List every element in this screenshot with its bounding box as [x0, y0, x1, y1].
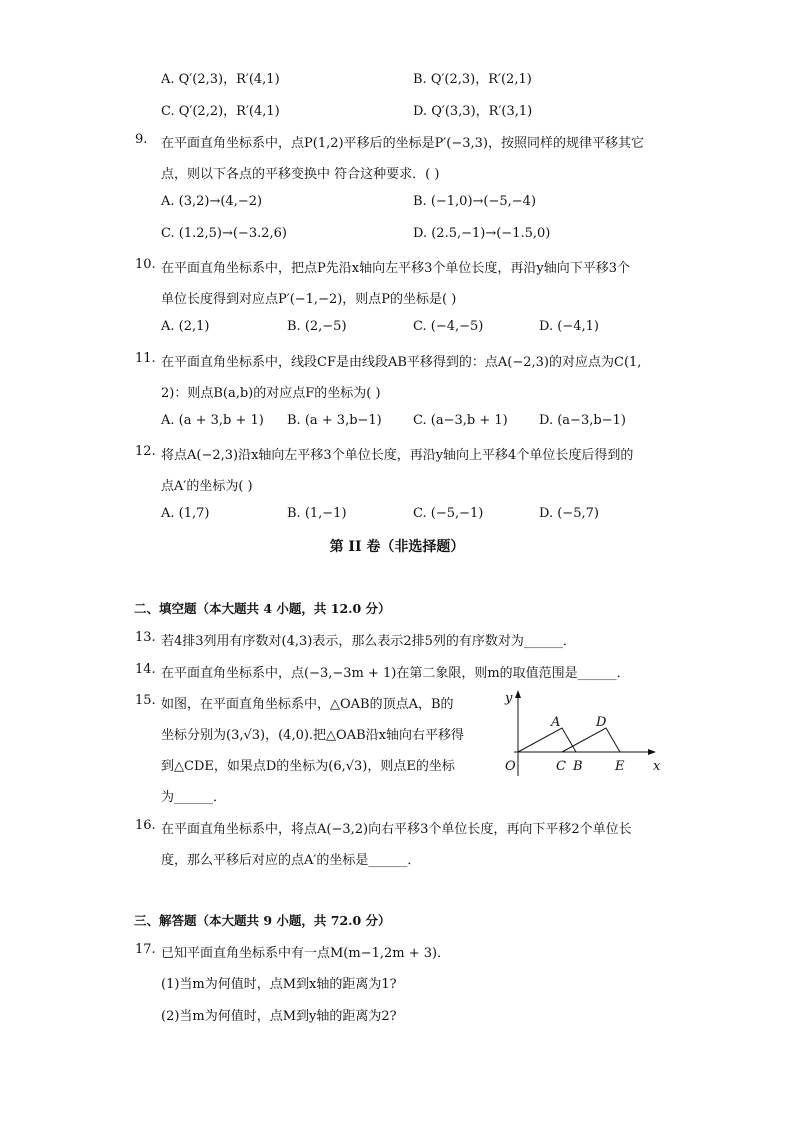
q17-sub2: (2)当m为何值时，点M到y轴的距离为2?: [161, 1009, 397, 1024]
label-e: E: [615, 759, 625, 774]
q10-number: 10.: [135, 257, 156, 272]
q16-text-line1: 在平面直角坐标系中，将点A(−3,2)向右平移3个单位长度，再向下平移2个单位长: [161, 822, 632, 837]
q17-sub1: (1)当m为何值时，点M到x轴的距离为1?: [161, 977, 397, 992]
q9-text-line1: 在平面直角坐标系中，点P(1,2)平移后的坐标是P′(−3,3)，按照同样的规律平移其它: [161, 136, 644, 151]
q11-text-line1: 在平面直角坐标系中，线段CF是由线段AB平移得到的：点A(−2,3)的对应点为C(1,: [161, 355, 642, 370]
q11-option-d: D. (a−3,b−1): [539, 413, 626, 428]
q15-text-line2: 坐标分别为(3,√3)，(4,0).把△OAB沿x轴向右平移得: [161, 728, 464, 743]
q11-option-a: A. (a + 3,b + 1): [161, 413, 264, 428]
label-x: x: [653, 759, 661, 774]
triangle-cde: [562, 728, 620, 752]
part2-title: 第 II 卷（非选择题）: [329, 539, 465, 555]
q11-option-b: B. (a + 3,b−1): [287, 413, 382, 428]
q9-option-a: A. (3,2)→(4,−2): [161, 194, 263, 209]
q15-number: 15.: [135, 693, 156, 708]
q9-number: 9.: [135, 132, 148, 147]
section3-title: 三、解答题（本大题共 9 小题，共 72.0 分）: [134, 913, 391, 928]
y-axis-arrow: [515, 690, 521, 698]
q14-text: 在平面直角坐标系中，点(−3,−3m + 1)在第二象限，则m的取值范围是______．: [161, 666, 630, 681]
q9-option-b: B. (−1,0)→(−5,−4): [413, 194, 537, 209]
q15-text-line4: 为______．: [161, 790, 227, 805]
q9-text-line2: 点，则以下各点的平移变换中 符合这种要求．( ): [161, 167, 440, 182]
q11-number: 11.: [135, 351, 156, 366]
q10-option-b: B. (2,−5): [287, 319, 347, 334]
q8-option-d: D. Q′(3,3)，R′(3,1): [413, 104, 533, 119]
q15-figure: [496, 686, 666, 778]
label-d: D: [596, 715, 607, 730]
q12-option-c: C. (−5,−1): [413, 506, 484, 521]
label-a: A: [551, 715, 561, 730]
label-c: C: [556, 759, 566, 774]
q15-text-line3: 到△CDE，如果点D的坐标为(6,√3)，则点E的坐标: [161, 759, 455, 774]
q12-text-line2: 点A′的坐标为( ): [161, 479, 253, 494]
label-b: B: [573, 759, 583, 774]
q10-option-c: C. (−4,−5): [413, 319, 484, 334]
label-y: y: [505, 691, 513, 706]
q12-option-b: B. (1,−1): [287, 506, 347, 521]
q9-option-d: D. (2.5,−1)→(−1.5,0): [413, 226, 551, 241]
triangle-oab: [518, 728, 576, 752]
q14-number: 14.: [135, 662, 156, 677]
q17-number: 17.: [135, 942, 156, 957]
q8-option-c: C. Q′(2,2)，R′(4,1): [161, 104, 280, 119]
q10-option-d: D. (−4,1): [539, 319, 599, 334]
q10-text-line2: 单位长度得到对应点P′(−1,−2)，则点P的坐标是( ): [161, 292, 457, 307]
label-o: O: [505, 759, 516, 774]
q10-text-line1: 在平面直角坐标系中，把点P先沿x轴向左平移3个单位长度，再沿y轴向下平移3个: [161, 261, 630, 276]
q12-option-a: A. (1,7): [161, 506, 210, 521]
q13-text: 若4排3列用有序数对(4,3)表示，那么表示2排5列的有序数对为______．: [161, 634, 576, 649]
q13-number: 13.: [135, 630, 156, 645]
q8-option-b: B. Q′(2,3)，R′(2,1): [413, 72, 532, 87]
q10-option-a: A. (2,1): [161, 319, 210, 334]
q12-number: 12.: [135, 444, 156, 459]
q15-text-line1: 如图，在平面直角坐标系中，△OAB的顶点A，B的: [161, 697, 454, 712]
section2-title: 二、填空题（本大题共 4 小题，共 12.0 分）: [134, 601, 391, 616]
q16-number: 16.: [135, 818, 156, 833]
q8-option-a: A. Q′(2,3)，R′(4,1): [161, 72, 280, 87]
q12-text-line1: 将点A(−2,3)沿x轴向左平移3个单位长度，再沿y轴向上平移4个单位长度后得到的: [161, 448, 634, 463]
q12-option-d: D. (−5,7): [539, 506, 599, 521]
q9-option-c: C. (1.2,5)→(−3.2,6): [161, 226, 287, 241]
x-axis-arrow: [648, 749, 656, 755]
q11-option-c: C. (a−3,b + 1): [413, 413, 508, 428]
q17-text: 已知平面直角坐标系中有一点M(m−1,2m + 3)．: [161, 946, 451, 961]
q11-text-line2: 2)：则点B(a,b)的对应点F的坐标为( ): [161, 386, 381, 401]
q16-text-line2: 度，那么平移后对应的点A′的坐标是______．: [161, 853, 421, 868]
